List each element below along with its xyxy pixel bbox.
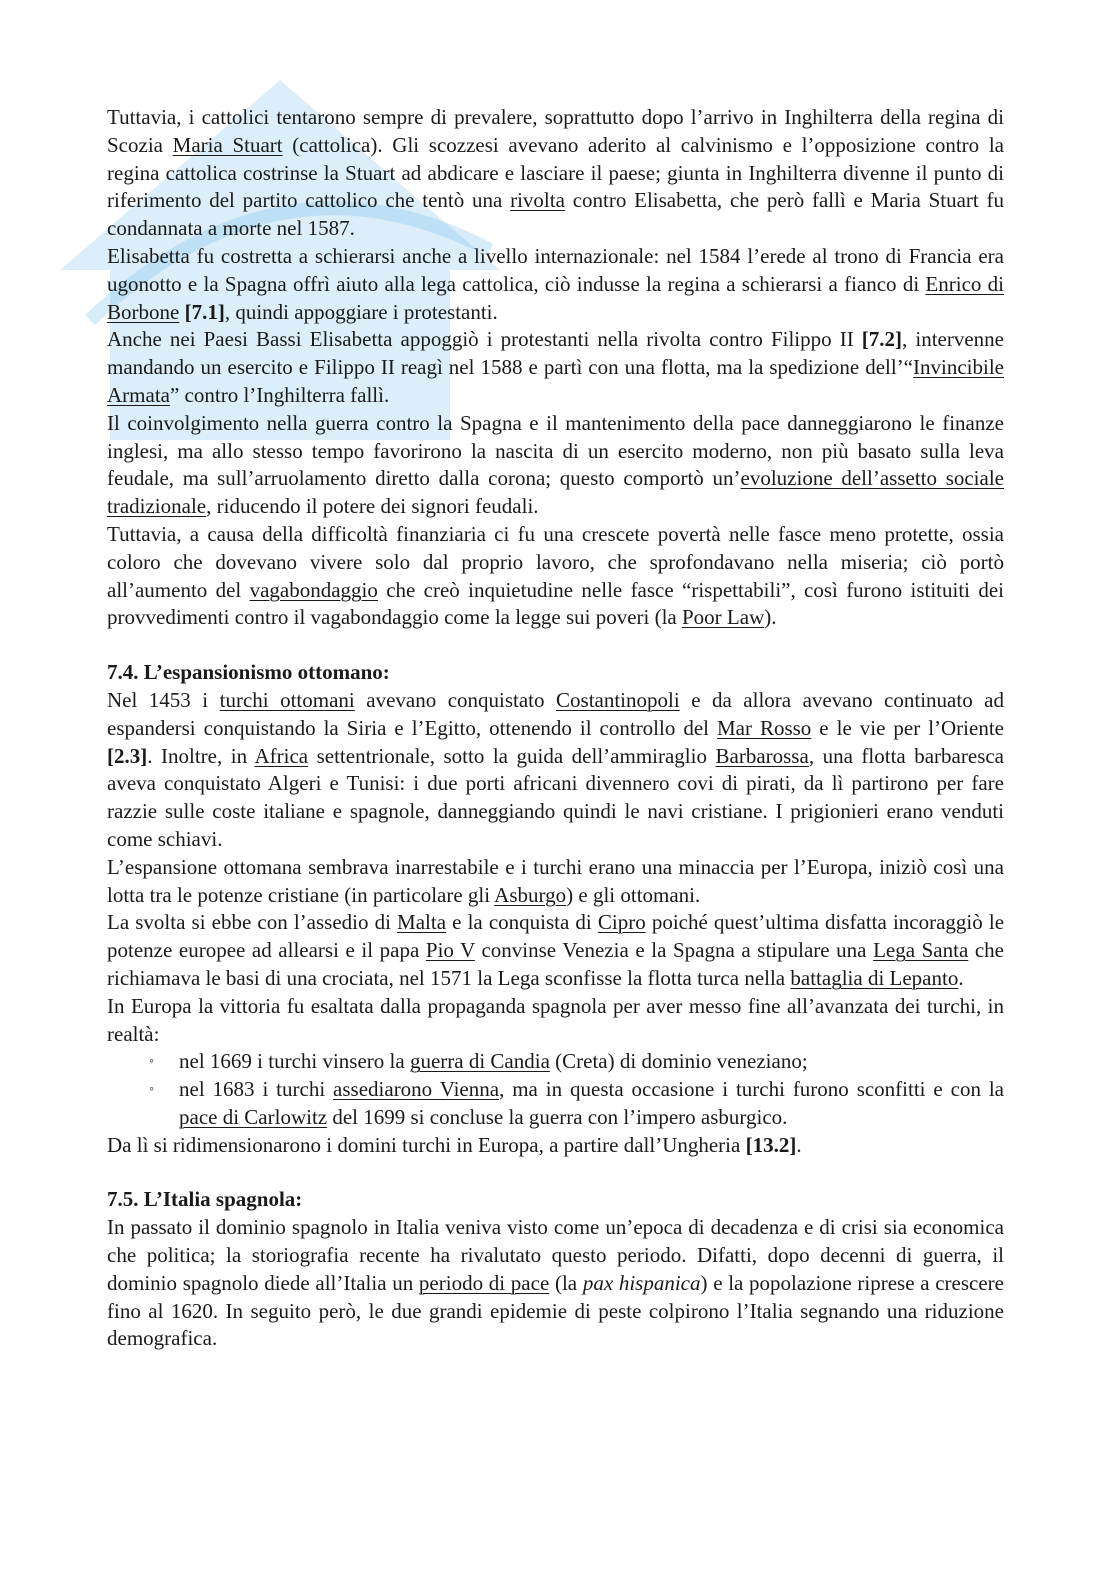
underlined-term: pace di Carlowitz xyxy=(179,1104,328,1129)
underlined-term: Africa xyxy=(254,743,309,768)
cross-reference: [7.1] xyxy=(184,299,225,324)
underlined-term: assediarono Vienna xyxy=(333,1077,500,1102)
cross-reference: [13.2] xyxy=(745,1132,797,1157)
underlined-term: Maria Stuart xyxy=(172,132,283,157)
section-heading: 7.4. L’espansionismo ottomano: xyxy=(107,660,390,685)
underlined-term: Cipro xyxy=(597,910,646,935)
underlined-term: Mar Rosso xyxy=(716,715,812,740)
underlined-term: evoluzione dell’assetto sociale tradizionale xyxy=(107,466,1004,519)
underlined-term: turchi ottomani xyxy=(219,687,355,712)
paragraph: L’espansione ottomana sembrava inarrestabile e i turchi erano una minaccia per l’Europa, iniziò così una lotta tra le potenze cristiane (in particolare gli Asburgo) e gli ottomani. xyxy=(107,854,1004,907)
document-page xyxy=(107,104,1004,1353)
underlined-term: Costantinopoli xyxy=(556,687,680,712)
underlined-term: periodo di pace xyxy=(418,1270,550,1295)
underlined-term: Invincibile Armata xyxy=(107,355,1004,407)
list-item: ◦ nel 1683 i turchi assediarono Vienna, ma in questa occasione i turchi furono sconfitti e con la pace di Carlowitz del 1699 si concluse la guerra con l’impero asburgico. xyxy=(149,1077,1004,1129)
underlined-term: Pio V xyxy=(425,938,475,963)
paragraph: Il coinvolgimento nella guerra contro la Spagna e il mantenimento della pace danneggiarono le finanze inglesi, ma allo stesso tempo favorirono la nascita di un esercito moderno, non più basato sulla leva feudale, ma sull’arruolamento diretto dalla corona; questo comportò un’evoluzione dell’assetto sociale tradizionale, riducendo il potere dei signori feudali. xyxy=(107,410,1004,519)
paragraph: La svolta si ebbe con l’assedio di Malta e la conquista di Cipro poiché quest’ultima disfatta incoraggiò le potenze europee ad allearsi e il papa Pio V convinse Venezia e la Spagna a stipulare una Lega Santa che richiamava le basi di una crociata, nel 1571 la Lega sconfisse la flotta turca nella battaglia di Lepanto. xyxy=(107,910,1005,990)
list-item: ◦ nel 1669 i turchi vinsero la guerra di Candia (Creta) di dominio veneziano; xyxy=(179,1048,1004,1076)
paragraph: In passato il dominio spagnolo in Italia veniva visto come un’epoca di decadenza e di crisi sia economica che politica; la storiografia recente ha rivalutato questo periodo. Difatti, dopo decenni di guerra, il dominio spagnolo diede all’Italia un periodo di pace (la pax hispanica) e la popolazione riprese a crescere fino al 1620. In seguito però, le due grandi epidemie di peste colpirono l’Italia segnando una riduzione demografica. xyxy=(107,1215,1004,1351)
underlined-term: Barbarossa xyxy=(715,743,809,768)
section-heading: 7.5. L’Italia spagnola: xyxy=(107,1187,303,1212)
paragraph: Elisabetta fu costretta a schierarsi anche a livello internazionale: nel 1584 l’erede al trono di Francia era ugonotto e la Spagna offrì aiuto alla lega cattolica, ciò indusse la regina a schierarsi a fianco di Enrico di Borbone [7.1], quindi appoggiare i protestanti. xyxy=(107,243,1004,324)
italic-term: pax hispanica xyxy=(582,1270,701,1295)
paragraph: Nel 1453 i turchi ottomani avevano conquistato Costantinopoli e da allora avevano continuato ad espandersi conquistando la Siria e l’Egitto, ottenendo il controllo del Mar Rosso e le vie per l’Oriente [2.3]. Inoltre, in Africa settentrionale, sotto la guida dell’ammiraglio Barbarossa, una flotta barbaresca aveva conquistato Algeri e Tunisi: i due porti africani divennero covi di pirati, da lì partirono per fare razzie sulle coste italiane e spagnole, danneggiando quindi le navi cristiane. I prigionieri erano venduti come schiavi. xyxy=(107,687,1005,851)
bullet-list xyxy=(107,1048,1004,1131)
paragraph: Anche nei Paesi Bassi Elisabetta appoggiò i protestanti nella rivolta contro Filippo II [7.2], intervenne mandando un esercito e Filippo II reagì nel 1588 e partì con una flotta, ma la spedizione dell’“Invincibile Armata” contro l’Inghilterra fallì. xyxy=(107,327,1004,407)
bullet-circle-icon: ◦ xyxy=(149,1082,154,1098)
bullet-circle-icon: ◦ xyxy=(149,1054,154,1070)
paragraph: Tuttavia, a causa della difficoltà finanziaria ci fu una crescete povertà nelle fasce meno protette, ossia coloro che dovevano vivere solo dal proprio lavoro, che sprofondavano nella miseria; ciò portò all’aumento del vagabondaggio che creò inquietudine nelle fasce “rispettabili”, così furono istituiti dei provvedimenti contro il vagabondaggio come la legge sui poveri (la Poor Law). xyxy=(107,521,1004,630)
underlined-term: Asburgo xyxy=(494,882,567,907)
underlined-term: guerra di Candia xyxy=(409,1049,550,1074)
cross-reference: [2.3] xyxy=(107,743,148,768)
underlined-term: Lega Santa xyxy=(873,938,969,963)
paragraph: In Europa la vittoria fu esaltata dalla propaganda spagnola per aver messo fine all’avanzata dei turchi, in realtà: xyxy=(107,993,1004,1046)
underlined-term: Malta xyxy=(397,910,447,935)
underlined-term: Enrico di Borbone xyxy=(107,271,1004,324)
cross-reference: [7.2] xyxy=(861,327,903,352)
underlined-term: Poor Law xyxy=(682,605,765,630)
underlined-term: rivolta xyxy=(510,188,565,213)
paragraph: Da lì si ridimensionarono i domini turchi in Europa, a partire dall’Ungheria [13.2]. xyxy=(107,1132,802,1157)
underlined-term: battaglia di Lepanto xyxy=(790,965,959,990)
paragraph: Tuttavia, i cattolici tentarono sempre di prevalere, soprattutto dopo l’arrivo in Inghilterra della regina di Scozia Maria Stuart (cattolica). Gli scozzesi avevano aderito al calvinismo e l’opposizione contro la regina cattolica costrinse la Stuart ad abdicare e lasciare il paese; giunta in Inghilterra divenne il punto di riferimento del partito cattolico che tentò una rivolta contro Elisabetta, che però fallì e Maria Stuart fu condannata a morte nel 1587. xyxy=(107,105,1004,241)
underlined-term: vagabondaggio xyxy=(249,577,378,602)
